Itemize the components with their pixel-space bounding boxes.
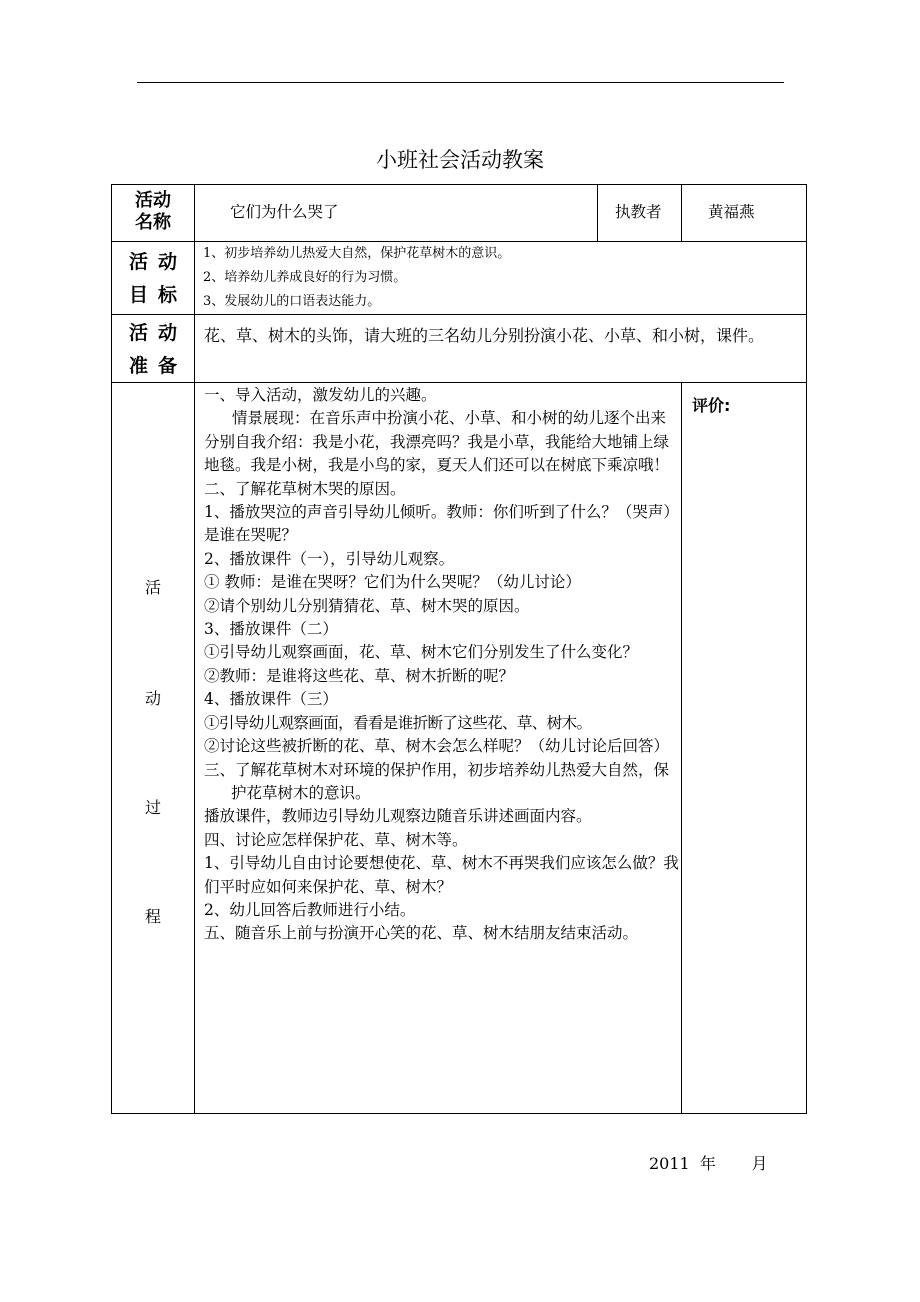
activity-goals-label <box>112 246 194 312</box>
process-line: 1、播放哭泣的声音引导幼儿倾听。教师：你们听到了什么？（哭声）是谁在哭呢？ <box>204 503 679 545</box>
row-divider <box>112 382 806 383</box>
process-line: 三、了解花草树木对环境的保护作用，初步培养幼儿热爱大自然，保护花草树木的意识。 <box>204 760 670 802</box>
date-year-char: 年 <box>699 1154 716 1173</box>
process-line: 3、播放课件（二） <box>204 620 338 639</box>
goals-list <box>203 242 803 314</box>
activity-prep-label <box>112 317 194 383</box>
document-title: 小班社会活动教案 <box>376 148 544 172</box>
process-line: 一、导入活动，激发幼儿的兴趣。 <box>204 386 437 404</box>
process-line: ②讨论这些被折断的花、草、树木会怎么样呢？（幼儿讨论后回答） <box>204 737 670 756</box>
process-line-text: 情景展现：在音乐声中扮演小花、小草、和小树的幼儿逐个出来分别自我介绍：我是小花，我漂亮吗？我是小草，我能给大地铺上绿地毯。我是小树，我是小鸟的家，夏天人们还可以在树底下乘凉哦！ <box>204 409 670 475</box>
goals-label-bottom: 目标 <box>128 284 187 306</box>
column-divider <box>681 382 682 1113</box>
activity-name-label-text: 活动名称 <box>135 190 171 233</box>
process-line: ②请个别幼儿分别猜猜花、草、树木哭的原因。 <box>204 596 530 615</box>
process-label-char: 活 <box>144 578 161 597</box>
process-label-char: 动 <box>144 689 161 708</box>
evaluation-label: 评价: <box>692 396 731 415</box>
process-label-char: 过 <box>144 798 161 817</box>
prep-label-bottom: 准备 <box>128 355 187 377</box>
goal-item: 2、培养幼儿养成良好的行为习惯。 <box>203 270 407 285</box>
header-rule <box>137 82 784 83</box>
process-line: 四、讨论应怎样保护花、草、树木等。 <box>204 830 468 849</box>
process-line: 1、引导幼儿自由讨论要想使花、草、树木不再哭我们应该怎么做？我们平时应如何来保护花、草、树木？ <box>204 854 679 896</box>
process-line: 2、播放课件（一），引导幼儿观察。 <box>204 549 455 568</box>
process-line: 二、了解花草树木哭的原因。 <box>204 479 406 498</box>
column-divider <box>597 185 598 241</box>
prep-label-top: 活动 <box>128 322 187 344</box>
activity-name-value: 它们为什么哭了 <box>230 203 339 221</box>
date-year: 2011 <box>649 1154 690 1173</box>
date-line <box>649 1150 768 1178</box>
process-line: ①引导幼儿观察画面，花、草、树木它们分别发生了什么变化？ <box>204 643 639 662</box>
process-line: 2、幼儿回答后教师进行小结。 <box>204 900 416 919</box>
process-line: ①引导幼儿观察画面，看看是谁折断了这些花、草、树木。 <box>204 713 592 732</box>
teacher-label: 执教者 <box>615 203 662 221</box>
process-label-char: 程 <box>144 907 161 926</box>
process-content <box>204 384 679 946</box>
teacher-name: 黄福燕 <box>708 203 755 221</box>
goals-label-top: 活动 <box>128 251 187 273</box>
goal-item: 1、初步培养幼儿热爱大自然，保护花草树木的意识。 <box>203 246 511 261</box>
lesson-plan-table <box>111 184 807 1114</box>
column-divider <box>681 185 682 241</box>
column-divider <box>194 185 195 1113</box>
date-month-char: 月 <box>751 1154 768 1173</box>
process-line: ① 教师：是谁在哭呀？它们为什么哭呢？（幼儿讨论） <box>204 573 581 592</box>
process-line: 播放课件，教师边引导幼儿观察边随音乐讲述画面内容。 <box>204 807 592 826</box>
goal-item: 3、发展幼儿的口语表达能力。 <box>203 294 381 309</box>
process-line: 4、播放课件（三） <box>204 690 338 709</box>
activity-name-label <box>112 190 194 234</box>
prep-text: 花、草、树木的头饰，请大班的三名幼儿分别扮演小花、小草、和小树，课件。 <box>204 326 765 345</box>
row-divider <box>112 314 806 315</box>
process-line: 五、随音乐上前与扮演开心笑的花、草、树木结朋友结束活动。 <box>204 924 639 943</box>
process-line: ②教师：是谁将这些花、草、树木折断的呢？ <box>204 666 515 685</box>
process-line <box>204 407 679 477</box>
